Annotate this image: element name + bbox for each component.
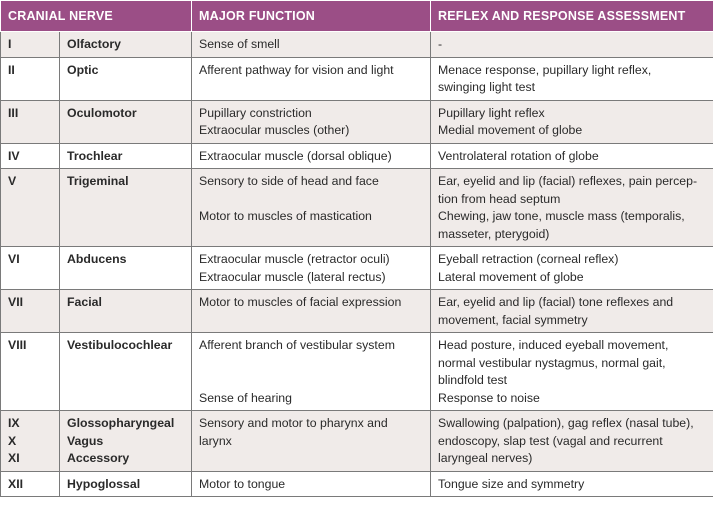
table-row [1, 169, 713, 247]
header-cranial-nerve: CRANIAL NERVE [1, 1, 192, 32]
nerve-number: VII [1, 290, 60, 333]
table-row [1, 100, 713, 143]
header-reflex-assessment: REFLEX AND RESPONSE ASSESSMENT [431, 1, 713, 32]
major-function: Sense of smell [192, 32, 431, 58]
nerve-name: Hypoglossal [60, 471, 192, 497]
major-function: Sensory and motor to pharynx and larynx [192, 411, 431, 472]
nerve-number: III [1, 100, 60, 143]
reflex-assessment: Eyeball retraction (corneal reflex) Lateral movement of globe [431, 247, 713, 290]
nerve-name: Olfactory [60, 32, 192, 58]
nerve-number: IV [1, 143, 60, 169]
major-function: Sensory to side of head and face Motor to muscles of mastication [192, 169, 431, 247]
table-row [1, 333, 713, 411]
nerve-number: V [1, 169, 60, 247]
nerve-name: Facial [60, 290, 192, 333]
reflex-assessment: Swallowing (palpation), gag reflex (nasal tube), endoscopy, slap test (vagal and recurrent laryngeal nerves) [431, 411, 713, 472]
reflex-assessment: Ear, eyelid and lip (facial) tone reflexes and movement, facial symmetry [431, 290, 713, 333]
nerve-name: Optic [60, 57, 192, 100]
reflex-assessment: - [431, 32, 713, 58]
nerve-number: II [1, 57, 60, 100]
major-function: Afferent branch of vestibular system Sense of hearing [192, 333, 431, 411]
nerve-name: Glossopharyngeal Vagus Accessory [60, 411, 192, 472]
reflex-assessment: Pupillary light reflex Medial movement of globe [431, 100, 713, 143]
reflex-assessment: Tongue size and symmetry [431, 471, 713, 497]
table-row [1, 411, 713, 472]
reflex-assessment: Ventrolateral rotation of globe [431, 143, 713, 169]
table-row [1, 471, 713, 497]
table-row [1, 247, 713, 290]
major-function: Afferent pathway for vision and light [192, 57, 431, 100]
reflex-assessment: Head posture, induced eyeball movement, normal vestibular nystagmus, normal gait, blindfold test Response to noise [431, 333, 713, 411]
nerve-name: Vestibulocochlear [60, 333, 192, 411]
nerve-name: Oculomotor [60, 100, 192, 143]
table-row [1, 32, 713, 58]
major-function: Motor to muscles of facial expression [192, 290, 431, 333]
nerve-number: VI [1, 247, 60, 290]
nerve-number: I [1, 32, 60, 58]
reflex-assessment: Menace response, pupillary light reflex, swinging light test [431, 57, 713, 100]
table-row [1, 143, 713, 169]
nerve-number: IX X XI [1, 411, 60, 472]
nerve-name: Trigeminal [60, 169, 192, 247]
major-function: Pupillary constriction Extraocular muscles (other) [192, 100, 431, 143]
table-row [1, 290, 713, 333]
major-function: Extraocular muscle (dorsal oblique) [192, 143, 431, 169]
header-row [1, 1, 713, 32]
nerve-name: Abducens [60, 247, 192, 290]
nerve-name: Trochlear [60, 143, 192, 169]
header-major-function: MAJOR FUNCTION [192, 1, 431, 32]
major-function: Extraocular muscle (retractor oculi) Extraocular muscle (lateral rectus) [192, 247, 431, 290]
nerve-number: VIII [1, 333, 60, 411]
table-row [1, 57, 713, 100]
reflex-assessment: Ear, eyelid and lip (facial) reflexes, pain percep- tion from head septum Chewing, jaw tone, muscle mass (temporalis, masseter, pterygoid) [431, 169, 713, 247]
nerve-number: XII [1, 471, 60, 497]
major-function: Motor to tongue [192, 471, 431, 497]
